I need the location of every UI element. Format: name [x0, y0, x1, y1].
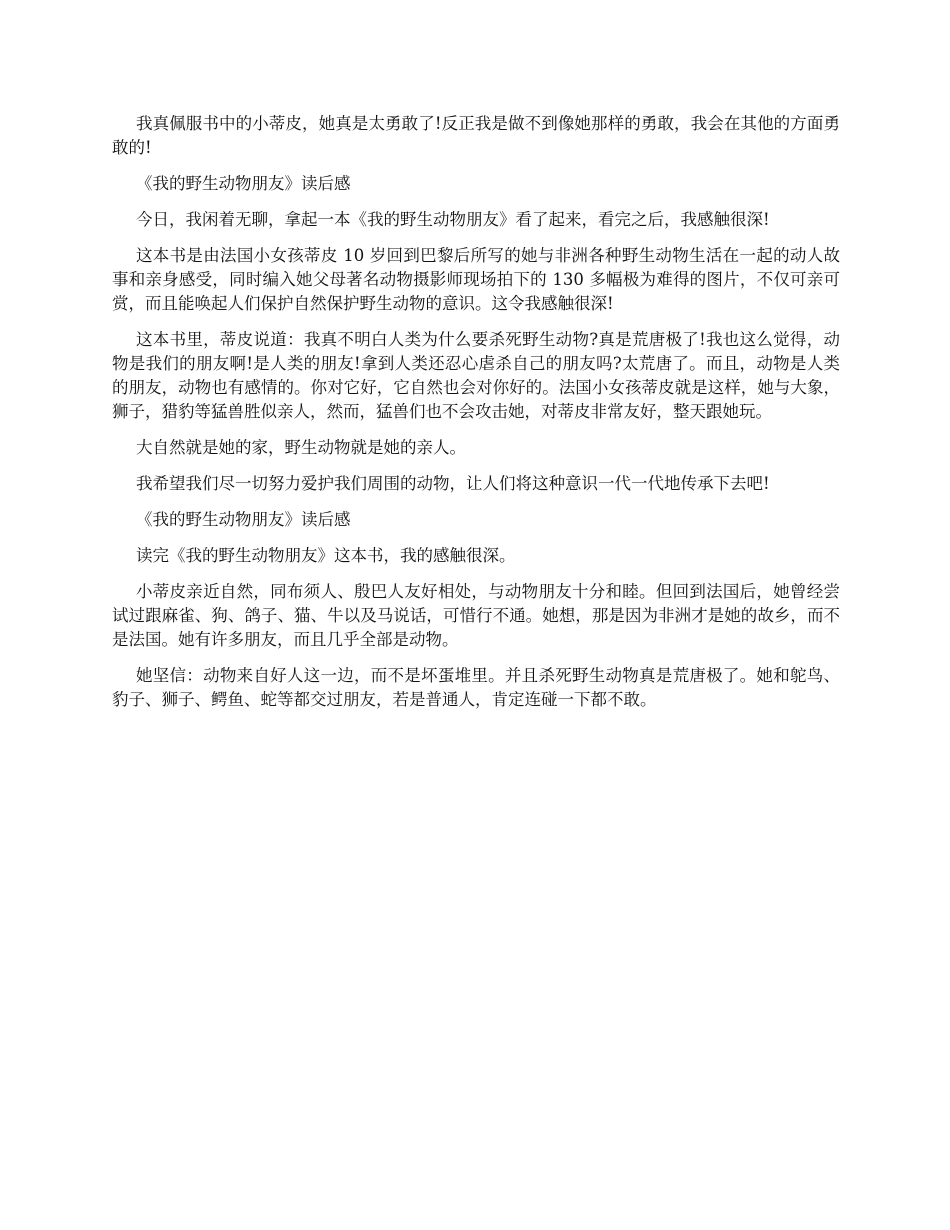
paragraph-3: 这本书是由法国小女孩蒂皮 10 岁回到巴黎后所写的她与非洲各种野生动物生活在一起的动人故事和亲身感受，同时编入她父母著名动物摄影师现场拍下的 130 多幅极为难得的图片，不仅可亲可赏，而且能唤起人们保护自然保护野生动物的意识。这令我感触很深! — [112, 246, 840, 313]
section-heading-1: 《我的野生动物朋友》读后感 — [136, 174, 351, 193]
paragraph-8: 小蒂皮亲近自然，同布须人、殷巴人友好相处，与动物朋友十分和睦。但回到法国后，她曾经尝试过跟麻雀、狗、鸽子、猫、牛以及马说话，可惜行不通。她想，那是因为非洲才是她的故乡，而不是法国。她有许多朋友，而且几乎全部是动物。 — [112, 582, 840, 649]
paragraph-4: 这本书里，蒂皮说道：我真不明白人类为什么要杀死野生动物?真是荒唐极了!我也这么觉得，动物是我们的朋友啊!是人类的朋友!拿到人类还忍心虐杀自己的朋友吗?太荒唐了。而且，动物是人类的朋友，动物也有感情的。你对它好，它自然也会对你好的。法国小女孩蒂皮就是这样，她与大象，狮子，猎豹等猛兽胜似亲人，然而，猛兽们也不会攻击她，对蒂皮非常友好，整天跟她玩。 — [112, 330, 840, 421]
section-heading-2: 《我的野生动物朋友》读后感 — [136, 510, 351, 529]
paragraph-2: 今日，我闲着无聊，拿起一本《我的野生动物朋友》看了起来，看完之后，我感触很深! — [136, 210, 770, 229]
document-body — [112, 112, 840, 724]
paragraph-6: 我希望我们尽一切努力爱护我们周围的动物，让人们将这种意识一代一代地传承下去吧! — [136, 474, 770, 493]
paragraph-5: 大自然就是她的家，野生动物就是她的亲人。 — [136, 438, 466, 457]
paragraph-7: 读完《我的野生动物朋友》这本书，我的感触很深。 — [136, 546, 516, 565]
paragraph-9: 她坚信：动物来自好人这一边，而不是坏蛋堆里。并且杀死野生动物真是荒唐极了。她和鸵鸟、豹子、狮子、鳄鱼、蛇等都交过朋友，若是普通人，肯定连碰一下都不敢。 — [112, 666, 840, 709]
paragraph-1: 我真佩服书中的小蒂皮，她真是太勇敢了!反正我是做不到像她那样的勇敢，我会在其他的方面勇敢的! — [112, 114, 840, 157]
